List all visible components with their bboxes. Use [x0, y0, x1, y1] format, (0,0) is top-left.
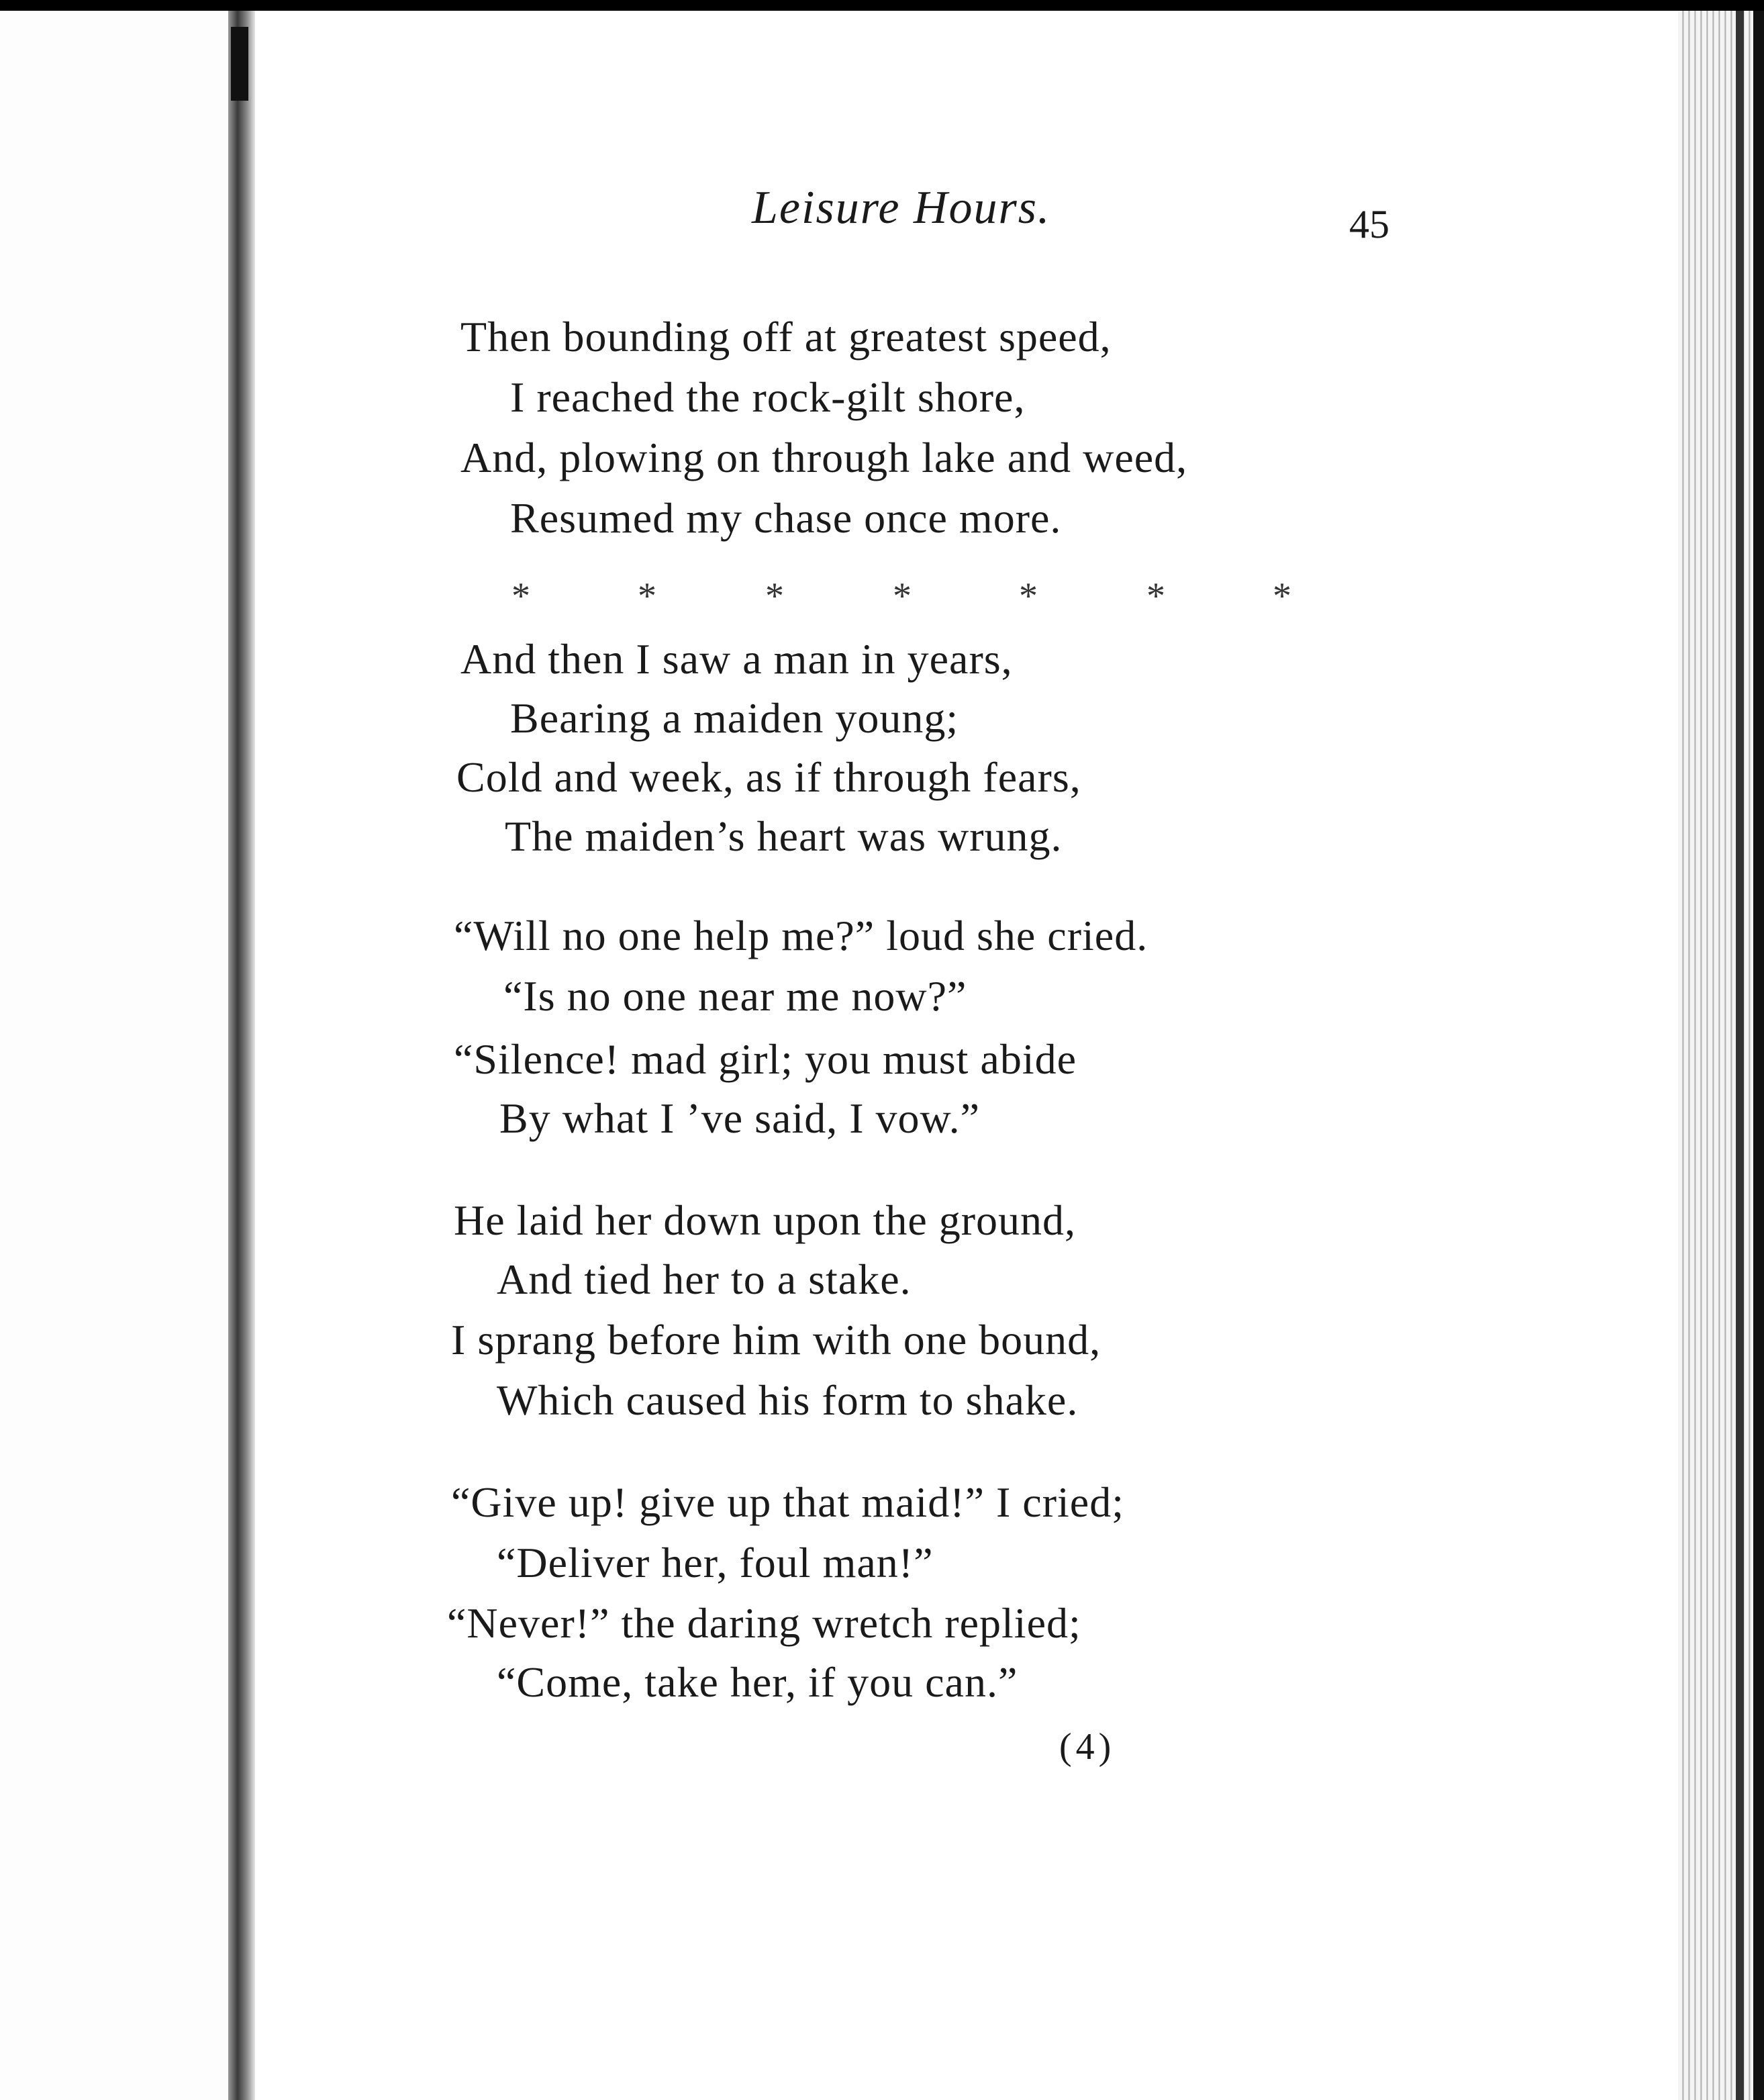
signature-mark: (4) — [1059, 1726, 1116, 1768]
cover-edge — [1753, 11, 1764, 2100]
poem-line: “Silence! mad girl; you must abide — [454, 1035, 1077, 1083]
poem-line: “Is no one near me now?” — [503, 972, 967, 1020]
poem-line: The maiden’s heart was wrung. — [505, 812, 1063, 860]
poem-line: I reached the rock-gilt shore, — [510, 373, 1026, 421]
poem-line: Then bounding off at greatest speed, — [460, 313, 1112, 361]
book-gutter — [228, 11, 255, 2100]
asterisk-divider: * — [765, 575, 784, 617]
poem-line: Resumed my chase once more. — [510, 494, 1062, 542]
asterisk-divider: * — [1273, 575, 1291, 617]
asterisk-divider: * — [1146, 575, 1165, 617]
poem-line: And, plowing on through lake and weed, — [460, 434, 1188, 481]
poem-line: And then I saw a man in years, — [460, 635, 1013, 683]
poem-line: “Will no one help me?” loud she cried. — [454, 912, 1148, 959]
poem-line: Bearing a maiden young; — [510, 694, 959, 742]
poem-line: And tied her to a stake. — [497, 1255, 912, 1303]
gutter-shadow — [231, 27, 248, 101]
running-title: Leisure Hours. — [752, 182, 1051, 234]
poem-line: I sprang before him with one bound, — [451, 1316, 1101, 1364]
facing-page-blank — [0, 11, 235, 2100]
poem-line: “Give up! give up that maid!” I cried; — [451, 1478, 1124, 1526]
page-edges-stack — [1678, 11, 1764, 2100]
scan-border — [0, 0, 1764, 11]
poem-line: He laid her down upon the ground, — [454, 1196, 1077, 1244]
poem-line: “Come, take her, if you can.” — [497, 1658, 1018, 1706]
asterisk-divider: * — [893, 575, 912, 617]
poem-line: “Never!” the daring wretch replied; — [447, 1599, 1081, 1647]
asterisk-divider: * — [511, 575, 530, 617]
asterisk-divider: * — [638, 575, 656, 617]
poem-line: By what I ’ve said, I vow.” — [499, 1094, 980, 1142]
asterisk-divider: * — [1019, 575, 1038, 617]
poem-line: Cold and week, as if through fears, — [456, 753, 1081, 801]
poem-line: Which caused his form to shake. — [497, 1376, 1079, 1424]
page-number: 45 — [1349, 202, 1389, 246]
poem-line: “Deliver her, foul man!” — [497, 1539, 934, 1586]
page-edge-line — [1736, 11, 1744, 2100]
